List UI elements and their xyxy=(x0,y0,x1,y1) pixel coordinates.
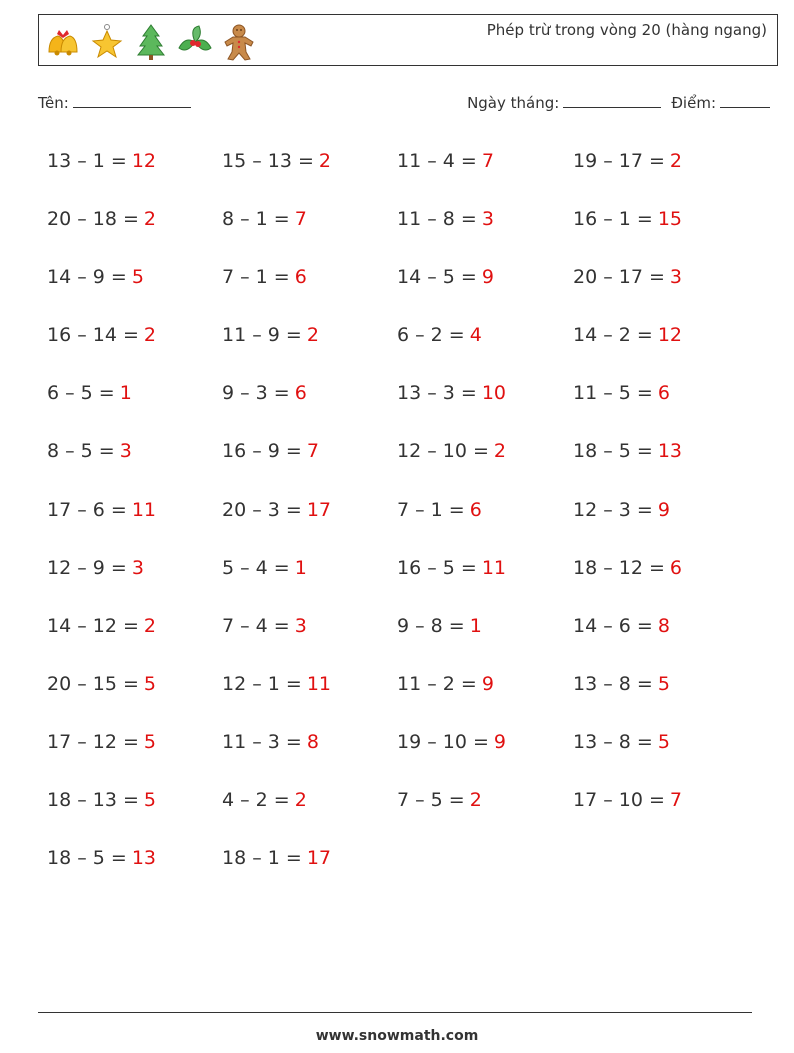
problem-item xyxy=(573,198,749,240)
problem-item xyxy=(47,256,222,298)
problem-item xyxy=(573,547,749,589)
problem-answer: 12 xyxy=(657,324,682,347)
problem-answer: 6 xyxy=(657,382,670,405)
problem-item xyxy=(397,605,573,647)
gingerbread-man-icon xyxy=(219,22,259,62)
problem-question: 13 – 3 = xyxy=(397,382,477,405)
header-icons xyxy=(43,21,263,63)
problem-item xyxy=(47,547,222,589)
problem-answer: 1 xyxy=(119,382,132,405)
problem-question: 15 – 13 = xyxy=(222,150,314,172)
problem-answer: 1 xyxy=(294,556,307,579)
problem-question: 17 – 12 = xyxy=(47,730,139,753)
problem-item xyxy=(47,605,222,647)
problem-item xyxy=(47,837,222,879)
problem-question: 14 – 2 = xyxy=(573,324,653,347)
problem-item xyxy=(222,721,397,763)
problem-question: 20 – 17 = xyxy=(573,266,665,289)
problem-question: 7 – 1 = xyxy=(222,266,290,289)
footer-divider xyxy=(38,1012,752,1013)
problem-item xyxy=(573,372,749,414)
problem-answer: 11 xyxy=(481,556,506,579)
problem-item xyxy=(397,547,573,589)
problem-answer: 2 xyxy=(143,324,156,347)
problem-question: 7 – 4 = xyxy=(222,614,290,637)
problem-answer: 2 xyxy=(143,614,156,637)
date-blank xyxy=(563,93,661,108)
problem-item xyxy=(397,430,573,472)
problem-answer: 3 xyxy=(131,556,144,579)
problem-question: 14 – 12 = xyxy=(47,614,139,637)
problem-question: 11 – 8 = xyxy=(397,208,477,231)
star-ornament-icon xyxy=(87,22,127,62)
problem-question: 20 – 15 = xyxy=(47,672,139,695)
problem-answer: 5 xyxy=(131,266,144,289)
problem-answer: 2 xyxy=(143,208,156,231)
problem-answer: 2 xyxy=(294,789,307,812)
problem-answer: 8 xyxy=(657,614,670,637)
problem-answer: 9 xyxy=(481,266,494,289)
problem-grid xyxy=(47,140,749,895)
problem-item xyxy=(573,489,749,531)
problem-question: 13 – 1 = xyxy=(47,150,127,172)
problem-item xyxy=(222,779,397,821)
problem-question: 14 – 9 = xyxy=(47,266,127,289)
problem-answer: 11 xyxy=(131,498,156,521)
problem-answer: 6 xyxy=(294,382,307,405)
problem-answer: 17 xyxy=(306,847,331,870)
problem-question: 16 – 9 = xyxy=(222,440,302,463)
problem-question: 14 – 5 = xyxy=(397,266,477,289)
problem-item xyxy=(397,140,573,182)
problem-answer: 4 xyxy=(469,324,482,347)
problem-answer: 7 xyxy=(669,789,682,812)
problem-item xyxy=(47,140,222,182)
problem-item xyxy=(222,837,397,879)
problem-answer: 2 xyxy=(669,150,682,172)
problem-item xyxy=(222,140,397,182)
footer-website: www.snowmath.com xyxy=(315,1028,479,1044)
problem-question: 16 – 5 = xyxy=(397,556,477,579)
problem-answer: 12 xyxy=(131,150,156,172)
problem-question: 18 – 1 = xyxy=(222,847,302,870)
problem-answer: 17 xyxy=(306,498,331,521)
problem-item xyxy=(573,721,749,763)
problem-question: 19 – 10 = xyxy=(397,730,489,753)
problem-answer: 3 xyxy=(294,614,307,637)
problem-question: 7 – 1 = xyxy=(397,498,465,521)
score-label: Điểm: xyxy=(671,94,716,112)
problem-item xyxy=(222,372,397,414)
problem-item xyxy=(397,256,573,298)
problem-question: 12 – 3 = xyxy=(573,498,653,521)
problem-item xyxy=(573,314,749,356)
problem-answer: 5 xyxy=(143,789,156,812)
problem-question: 20 – 3 = xyxy=(222,498,302,521)
problem-item xyxy=(47,721,222,763)
problem-question: 11 – 2 = xyxy=(397,672,477,695)
problem-item xyxy=(222,605,397,647)
problem-question: 11 – 4 = xyxy=(397,150,477,172)
problem-item xyxy=(47,663,222,705)
name-label: Tên: xyxy=(38,94,69,112)
problem-answer: 6 xyxy=(294,266,307,289)
holly-icon xyxy=(175,22,215,62)
problem-answer: 13 xyxy=(131,847,156,870)
problem-answer: 5 xyxy=(143,730,156,753)
problem-question: 13 – 8 = xyxy=(573,672,653,695)
problem-item xyxy=(47,489,222,531)
problem-answer: 2 xyxy=(493,440,506,463)
problem-question: 12 – 10 = xyxy=(397,440,489,463)
problem-question: 19 – 17 = xyxy=(573,150,665,172)
problem-question: 9 – 8 = xyxy=(397,614,465,637)
date-label: Ngày tháng: xyxy=(467,94,560,112)
christmas-tree-icon xyxy=(131,22,171,62)
problem-question: 11 – 3 = xyxy=(222,730,302,753)
problem-item xyxy=(47,779,222,821)
problem-answer: 10 xyxy=(481,382,506,405)
problem-answer: 8 xyxy=(306,730,319,753)
problem-question: 4 – 2 = xyxy=(222,789,290,812)
problem-item xyxy=(47,372,222,414)
problem-item xyxy=(397,663,573,705)
problem-question: 11 – 5 = xyxy=(573,382,653,405)
problem-question: 17 – 6 = xyxy=(47,498,127,521)
problem-item xyxy=(397,198,573,240)
problem-answer: 9 xyxy=(657,498,670,521)
problem-question: 16 – 14 = xyxy=(47,324,139,347)
problem-question: 6 – 2 = xyxy=(397,324,465,347)
problem-question: 18 – 12 = xyxy=(573,556,665,579)
problem-item xyxy=(573,256,749,298)
score-blank xyxy=(720,93,770,108)
problem-item xyxy=(222,547,397,589)
date-score-fields xyxy=(467,93,770,112)
problem-question: 18 – 13 = xyxy=(47,789,139,812)
name-blank xyxy=(73,93,191,108)
problem-answer: 7 xyxy=(306,440,319,463)
problem-item xyxy=(47,430,222,472)
problem-item xyxy=(47,198,222,240)
problem-answer: 2 xyxy=(306,324,319,347)
problem-question: 7 – 5 = xyxy=(397,789,465,812)
problem-question: 20 – 18 = xyxy=(47,208,139,231)
problem-answer: 7 xyxy=(294,208,307,231)
problem-answer: 3 xyxy=(669,266,682,289)
problem-question: 11 – 9 = xyxy=(222,324,302,347)
problem-answer: 11 xyxy=(306,672,331,695)
problem-question: 18 – 5 = xyxy=(573,440,653,463)
problem-question: 12 – 1 = xyxy=(222,672,302,695)
problem-item xyxy=(397,721,573,763)
problem-item xyxy=(47,314,222,356)
problem-item xyxy=(222,198,397,240)
name-field xyxy=(38,93,191,112)
problem-item xyxy=(573,430,749,472)
problem-question: 5 – 4 = xyxy=(222,556,290,579)
problem-item xyxy=(573,663,749,705)
problem-item xyxy=(222,430,397,472)
problem-answer: 5 xyxy=(657,730,670,753)
problem-question: 16 – 1 = xyxy=(573,208,653,231)
problem-item xyxy=(397,489,573,531)
problem-item xyxy=(222,663,397,705)
problem-answer: 15 xyxy=(657,208,682,231)
problem-item xyxy=(397,314,573,356)
problem-answer: 6 xyxy=(669,556,682,579)
problem-answer: 3 xyxy=(481,208,494,231)
worksheet-title: Phép trừ trong vòng 20 (hàng ngang) xyxy=(486,21,767,39)
problem-item xyxy=(573,605,749,647)
problem-item xyxy=(222,256,397,298)
problem-question: 6 – 5 = xyxy=(47,382,115,405)
problem-item xyxy=(222,489,397,531)
problem-answer: 9 xyxy=(481,672,494,695)
worksheet-header xyxy=(38,14,778,66)
problem-question: 14 – 6 = xyxy=(573,614,653,637)
problem-question: 13 – 8 = xyxy=(573,730,653,753)
problem-answer: 5 xyxy=(143,672,156,695)
problem-answer: 6 xyxy=(469,498,482,521)
problem-answer: 5 xyxy=(657,672,670,695)
problem-answer: 9 xyxy=(493,730,506,753)
problem-answer: 7 xyxy=(481,150,494,172)
problem-item xyxy=(573,140,749,182)
problem-item xyxy=(397,372,573,414)
problem-answer: 2 xyxy=(469,789,482,812)
bells-icon xyxy=(43,22,83,62)
problem-answer: 13 xyxy=(657,440,682,463)
problem-answer: 2 xyxy=(318,150,331,172)
problem-question: 18 – 5 = xyxy=(47,847,127,870)
problem-question: 8 – 1 = xyxy=(222,208,290,231)
problem-answer: 1 xyxy=(469,614,482,637)
problem-item xyxy=(573,779,749,821)
problem-question: 8 – 5 = xyxy=(47,440,115,463)
problem-question: 17 – 10 = xyxy=(573,789,665,812)
problem-item xyxy=(397,779,573,821)
problem-answer: 3 xyxy=(119,440,132,463)
problem-question: 9 – 3 = xyxy=(222,382,290,405)
problem-question: 12 – 9 = xyxy=(47,556,127,579)
problem-item xyxy=(222,314,397,356)
